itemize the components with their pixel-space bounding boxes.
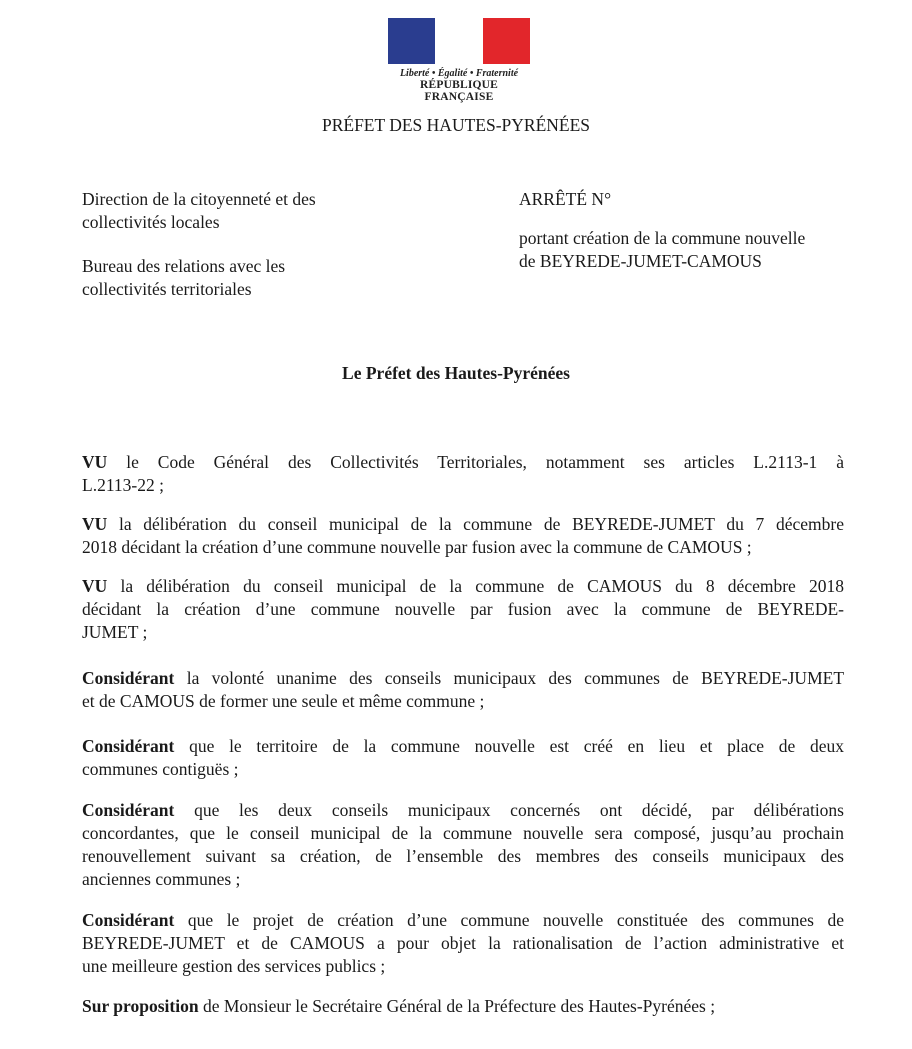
paragraph-line: [82, 513, 844, 536]
objet-line: de BEYREDE-JUMET-CAMOUS: [519, 251, 762, 271]
paragraph: [82, 667, 844, 713]
marianne-flag-icon: [388, 18, 530, 64]
paragraph-text: que le territoire de la commune nouvelle est créé en lieu et place de deux: [189, 736, 845, 756]
paragraph-text: concordantes, que le conseil municipal de la commune nouvelle sera composé, jusqu’au prochain: [82, 823, 844, 843]
paragraph-line: [82, 536, 844, 559]
paragraph-line: [82, 868, 844, 891]
paragraph-line: [82, 845, 844, 868]
paragraph-line: [82, 451, 844, 474]
direction-line: collectivités locales: [82, 212, 220, 232]
paragraph: [82, 909, 844, 978]
paragraph-line: [82, 598, 844, 621]
paragraph-text: L.2113-22 ;: [82, 475, 164, 495]
paragraph: [82, 735, 844, 781]
paragraph-text: le Code Général des Collectivités Territoriales, notamment ses articles L.2113-1 à: [126, 452, 844, 472]
paragraph-keyword: Considérant: [82, 736, 175, 756]
bureau-line: Bureau des relations avec les: [82, 256, 286, 276]
paragraph-line: [82, 909, 844, 932]
direction-line: Direction de la citoyenneté et des: [82, 189, 316, 209]
paragraph-text: de Monsieur le Secrétaire Général de la Préfecture des Hautes-Pyrénées ;: [202, 996, 716, 1016]
paragraph-text: décidant la création d’une commune nouvelle par fusion avec la commune de BEYREDE-: [82, 599, 844, 619]
paragraph-line: [82, 799, 844, 822]
paragraph-line: [82, 735, 844, 758]
paragraph: [82, 575, 844, 644]
paragraph-text: la délibération du conseil municipal de la commune de CAMOUS du 8 décembre 2018: [120, 576, 845, 596]
paragraph-line: [82, 932, 844, 955]
paragraph-line: [82, 822, 844, 845]
paragraph-line: [82, 995, 844, 1018]
prefet-heading: PRÉFET DES HAUTES-PYRÉNÉES: [321, 115, 591, 135]
paragraph-keyword: Considérant: [82, 910, 175, 930]
paragraph-text: la volonté unanime des conseils municipaux des communes de BEYREDE-JUMET: [186, 668, 845, 688]
objet-line: portant création de la commune nouvelle: [519, 228, 806, 248]
arrete-number: ARRÊTÉ N°: [519, 189, 612, 209]
paragraph-text: 2018 décidant la création d’une commune nouvelle par fusion avec la commune de CAMOUS ;: [82, 537, 752, 557]
paragraph-keyword: VU: [82, 514, 108, 534]
bureau-block: [82, 255, 285, 301]
paragraph-line: [82, 667, 844, 690]
paragraph-text: et de CAMOUS de former une seule et même commune ;: [82, 691, 485, 711]
document-title: Le Préfet des Hautes-Pyrénées: [342, 363, 570, 383]
paragraph-text: JUMET ;: [82, 622, 148, 642]
logo-name: RÉPUBLIQUE FRANÇAISE: [419, 79, 499, 103]
bureau-line: collectivités territoriales: [82, 279, 252, 299]
paragraph-keyword: Sur proposition: [82, 996, 199, 1016]
paragraph-text: que le projet de création d’une commune nouvelle constituée des communes de: [187, 910, 845, 930]
paragraph: [82, 799, 844, 891]
paragraph-text: anciennes communes ;: [82, 869, 241, 889]
paragraph-keyword: VU: [82, 452, 108, 472]
paragraph-text: la délibération du conseil municipal de la commune de BEYREDE-JUMET du 7 décembre: [118, 514, 844, 534]
paragraph: [82, 451, 844, 497]
direction-block: [82, 188, 316, 234]
paragraph-keyword: Considérant: [82, 800, 175, 820]
paragraph-line: [82, 690, 844, 713]
paragraph-keyword: VU: [82, 576, 108, 596]
paragraph-line: [82, 758, 844, 781]
paragraph-text: renouvellement suivant sa création, de l’ensemble des membres des conseils municipaux des: [82, 846, 844, 866]
paragraph-line: [82, 621, 844, 644]
paragraph-text: BEYREDE-JUMET et de CAMOUS a pour objet la rationalisation de l’action administrative et: [82, 933, 844, 953]
paragraph-line: [82, 955, 844, 978]
paragraph-keyword: Considérant: [82, 668, 175, 688]
paragraph: [82, 513, 844, 559]
paragraph-text: communes contiguës ;: [82, 759, 239, 779]
paragraph-text: une meilleure gestion des services publics ;: [82, 956, 386, 976]
logo-motto: Liberté • Égalité • Fraternité: [399, 68, 519, 79]
paragraph-line: [82, 474, 844, 497]
paragraph: [82, 995, 844, 1018]
paragraph-line: [82, 575, 844, 598]
paragraph-text: que les deux conseils municipaux concernés ont décidé, par délibérations: [194, 800, 844, 820]
arrete-objet: [519, 227, 805, 273]
republique-francaise-logo: [388, 18, 530, 103]
